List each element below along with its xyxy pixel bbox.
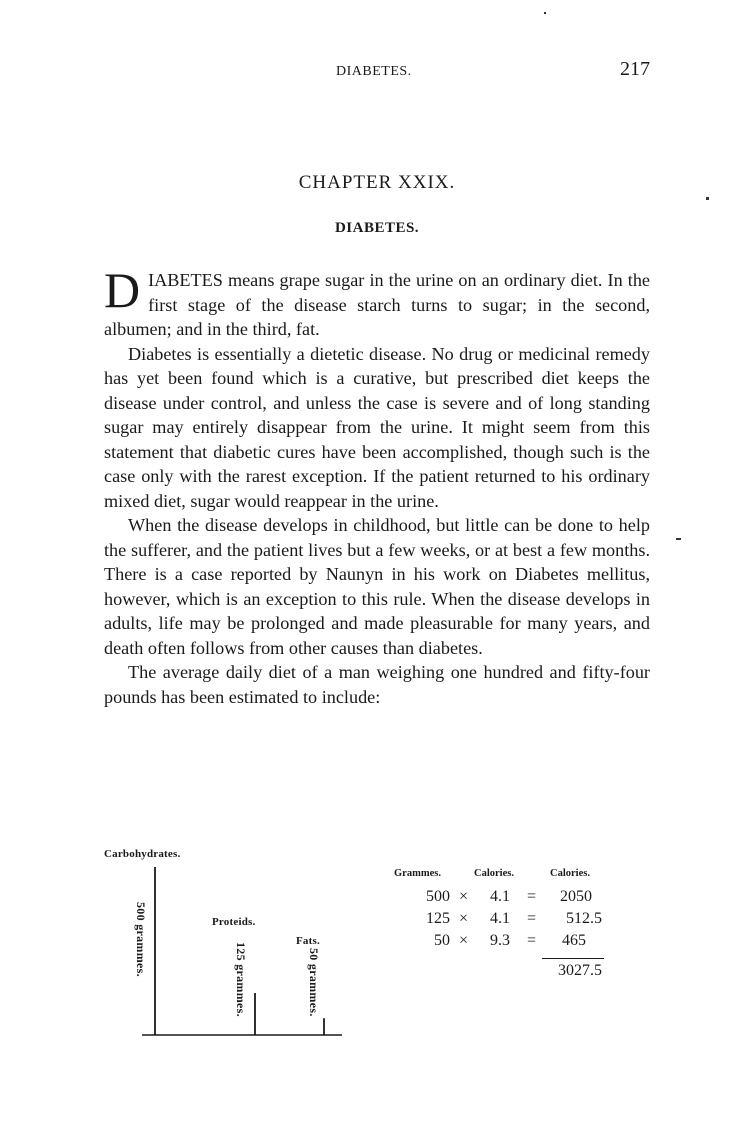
page-speck: [706, 197, 709, 200]
running-head: [104, 58, 650, 86]
row-1-factor: 4.1: [490, 888, 510, 905]
row-3-calories: 465: [562, 932, 586, 949]
row-2-equals: =: [526, 910, 536, 927]
drop-cap: D: [104, 262, 141, 318]
total-calories: 3027.5: [558, 962, 602, 979]
row-2-factor: 4.1: [490, 910, 510, 927]
row-1-equals: =: [526, 888, 536, 905]
header-calories-factor: Calories.: [474, 868, 514, 879]
row-2-calories: 512.5: [566, 910, 602, 927]
running-head-title: DIABETES.: [336, 64, 412, 79]
row-1-calories: 2050: [560, 888, 592, 905]
header-grammes: Grammes.: [394, 868, 441, 879]
chapter-label: CHAPTER XXIX.: [298, 172, 456, 193]
fats-amount: 50 grammes.: [307, 948, 321, 1017]
carbohydrates-label: Carbohydrates.: [104, 848, 181, 860]
row-3-grammes: 50: [434, 932, 450, 949]
row-3-times: ×: [458, 932, 468, 949]
paragraph-4: The average daily diet of a man weighing one hundred and fifty-four pounds has been estimated to include:: [104, 662, 650, 707]
proteids-amount: 125 grammes.: [234, 942, 248, 1017]
chapter-title: DIABETES.: [334, 220, 420, 236]
row-3-equals: =: [526, 932, 536, 949]
fats-label: Fats.: [296, 935, 320, 947]
row-1-times: ×: [458, 888, 468, 905]
carbohydrates-amount: 500 grammes.: [134, 902, 148, 977]
sum-rule: [542, 958, 604, 959]
paragraph-1: [104, 262, 650, 342]
header-calories-total: Calories.: [550, 868, 590, 879]
row-2-grammes: 125: [426, 910, 450, 927]
paragraph-2: Diabetes is essentially a dietetic disease. No drug or medicinal remedy has yet been found which is a curative, but prescribed diet keeps the disease under control, and unless the case is severe and of long standing sugar may entirely disappear from the urine. It might seem from this statement that diabetic cures have been accomplished, though such is the case only with the rarest exception. If the patient returned to his ordinary mixed diet, sugar would reappear in the urine.: [104, 343, 650, 511]
proteids-label: Proteids.: [212, 916, 256, 928]
row-1-grammes: 500: [426, 888, 450, 905]
paragraph-1-text: IABETES means grape sugar in the urine on an ordinary diet. In the first stage of the disease starch turns to sugar; in the second, albumen; and in the third, fat.: [104, 270, 650, 339]
paragraph-3: When the disease develops in childhood, but little can be done to help the sufferer, and the patient lives but a few weeks, or at best a few months. There is a case reported by Naunyn in his work on Diabetes mellitus, however, which is an exception to this rule. When the disease develops in adults, life may be prolonged and made pleasurable for many years, and death often follows from other causes than diabetes.: [104, 515, 650, 658]
body-text: [104, 262, 650, 709]
page-number: 217: [620, 58, 650, 80]
row-2-times: ×: [458, 910, 468, 927]
diet-figure: [100, 840, 660, 1050]
page-speck: [676, 538, 681, 540]
page-speck: [544, 12, 546, 14]
row-3-factor: 9.3: [490, 932, 510, 949]
diet-bar-chart: [100, 840, 360, 1050]
